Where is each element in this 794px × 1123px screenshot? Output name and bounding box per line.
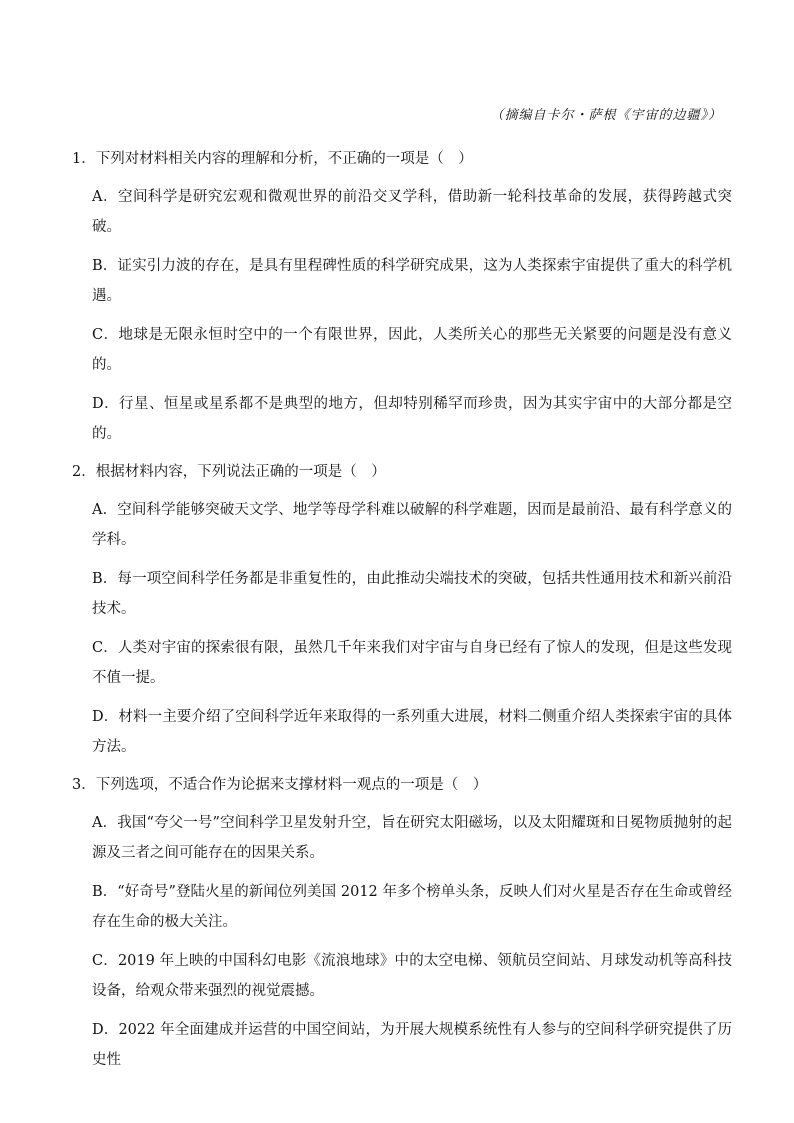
source-citation: （摘编自卡尔・萨根《宇宙的边疆》）: [490, 108, 722, 123]
option-c: C．地球是无限永恒时空中的一个有限世界，因此，人类所关心的那些无关紧要的问题是没有意义的。: [92, 327, 732, 373]
option-c: C．2019 年上映的中国科幻电影《流浪地球》中的太空电梯、领航员空间站、月球发动机等高科技设备，给观众带来强烈的视觉震撼。: [92, 953, 732, 999]
question-stem: 3．下列选项，不适合作为论据来支撑材料一观点的一项是（ ）: [72, 777, 488, 793]
option-b: B．每一项空间科学任务都是非重复性的，由此推动尖端技术的突破，包括共性通用技术和新兴前沿技术。: [92, 571, 732, 617]
option-b: B．“好奇号”登陆火星的新闻位列美国 2012 年多个榜单头条，反映人们对火星是否存在生命或曾经存在生命的极大关注。: [92, 884, 732, 930]
question-1: [72, 145, 732, 449]
option-a: A．空间科学是研究宏观和微观世界的前沿交叉学科，借助新一轮科技革命的发展，获得跨越式突破。: [92, 189, 732, 235]
question-list: [72, 145, 732, 1084]
question-2: [72, 458, 732, 762]
question-stem: 1．下列对材料相关内容的理解和分析，不正确的一项是（ ）: [72, 151, 473, 167]
option-d: D．材料一主要介绍了空间科学近年来取得的一系列重大进展，材料二侧重介绍人类探索宇宙的具体方法。: [92, 709, 732, 755]
option-a: A．我国“夸父一号”空间科学卫星发射升空，旨在研究太阳磁场，以及太阳耀斑和日冕物质抛射的起源及三者之间可能存在的因果关系。: [92, 815, 732, 861]
option-b: B．证实引力波的存在，是具有里程碑性质的科学研究成果，这为人类探索宇宙提供了重大的科学机遇。: [92, 258, 732, 304]
option-c: C．人类对宇宙的探索很有限，虽然几千年来我们对宇宙与自身已经有了惊人的发现，但是这些发现不值一提。: [92, 640, 732, 686]
option-a: A．空间科学能够突破天文学、地学等母学科难以破解的科学难题，因而是最前沿、最有科学意义的学科。: [92, 502, 732, 548]
option-d: D．2022 年全面建成并运营的中国空间站，为开展大规模系统性有人参与的空间科学研究提供了历史性: [92, 1022, 732, 1068]
option-d: D．行星、恒星或星系都不是典型的地方，但却特别稀罕而珍贵，因为其实宇宙中的大部分都是空的。: [92, 396, 732, 442]
question-3: [72, 771, 732, 1075]
question-stem: 2．根据材料内容，下列说法正确的一项是（ ）: [72, 464, 386, 480]
